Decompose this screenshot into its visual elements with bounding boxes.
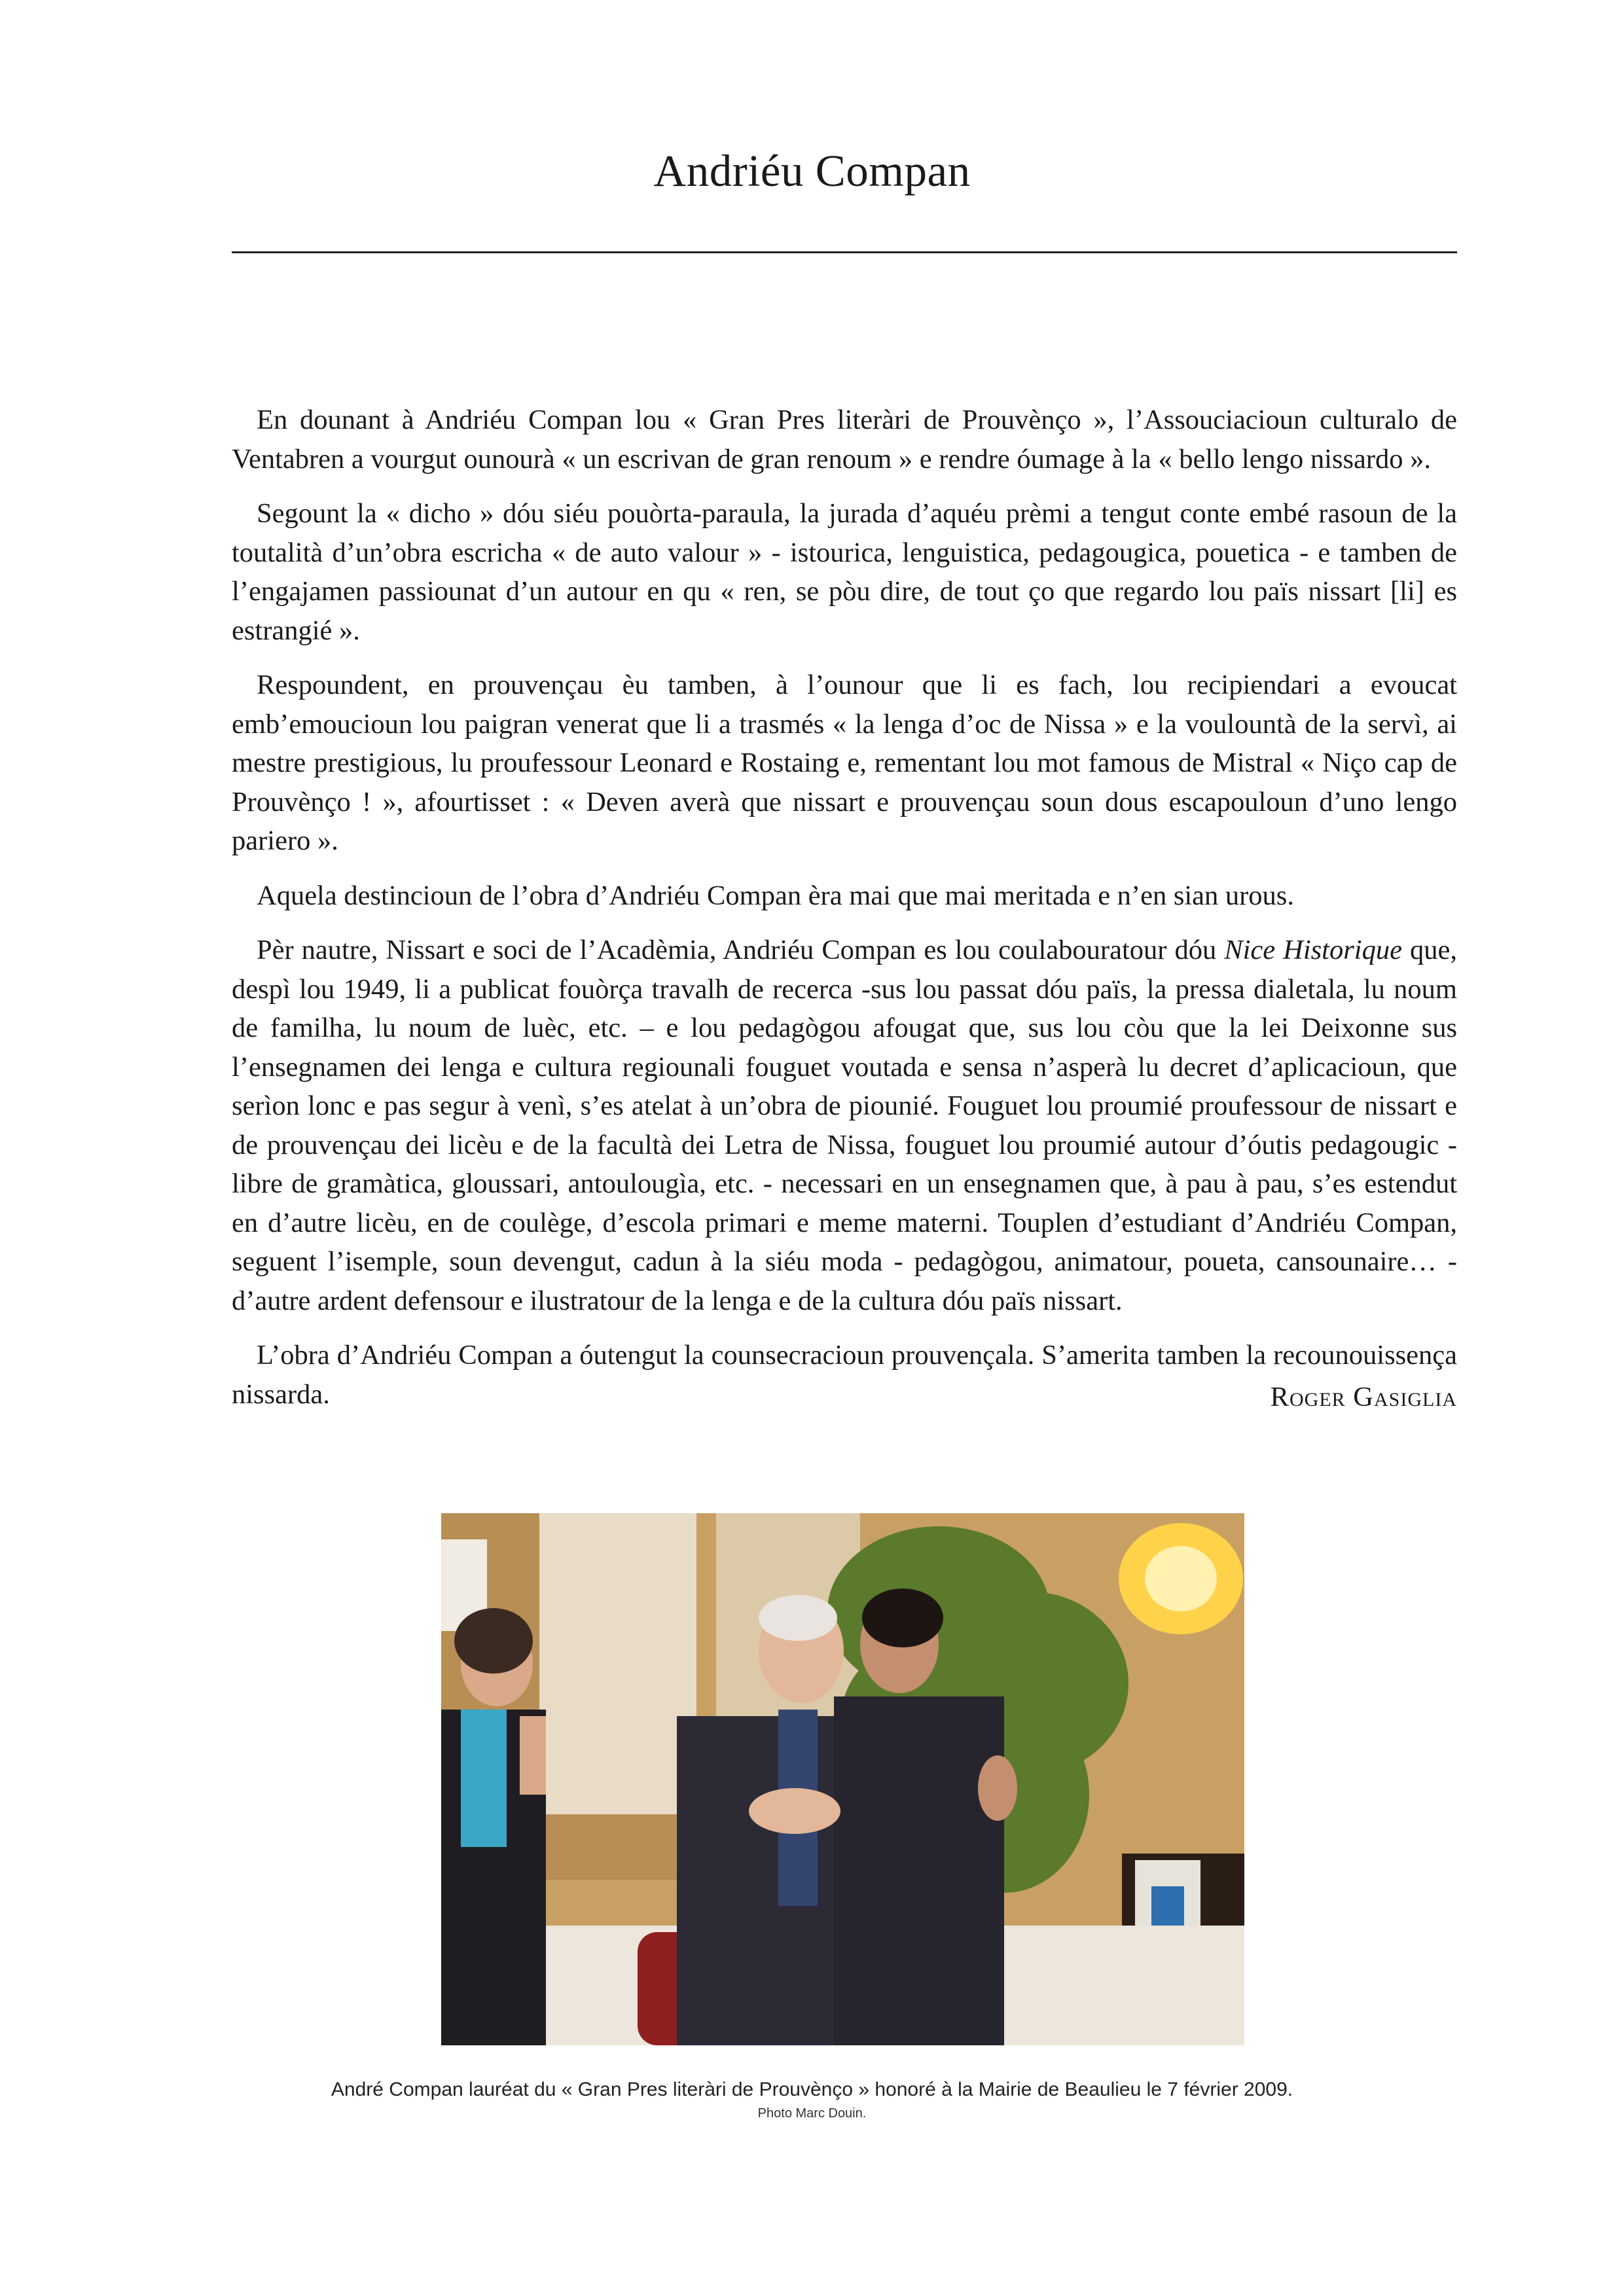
paragraph-5-rest: que, despì lou 1949, li a publicat fouòrça travalh de recerca -sus lou passat dóu païs, la pressa dialetala, lu noum de familha, lu noum de luèc, etc. – e lou pedagògou afougat que, sus lou còu que la lei Deixonne sus l’ensegnamen dei lenga e cultura regiounali fouguet voutada e sensa n’asperà lu decret d’aplicacioun, que serìon lonc e pas segur à venì, s’es atelat à un’obra de piounié. Fouguet lou proumié proufessour de nissart e de prouvençau dei licèu e de la facultà dei Letra de Nissa, fouguet lou proumié autour d’óutis pedagougic - libre de gramàtica, gloussari, antoulougìa, etc. - necessari en un ensegnamen que, à pau à pau, s’es estendut en d’autre licèu, en de coulège, d’escola primari e meme materni. Touplen d’estudiant d’Andriéu Compan, seguent l’isemple, soun devengut, cadun à la siéu moda - pedagògou, animatour, poueta, cansounaire… -d’autre ardent defensour e ilustratour de la lenga e de la cultura dóu païs nissart. <box>232 935 1457 1316</box>
journal-title: Nice Historique <box>1224 935 1402 965</box>
paragraph-1: En dounant à Andriéu Compan lou « Gran Pres literàri de Prouvènço », l’Assouciacioun culturalo de Ventabren a vourgut ounourà « un escrivan de gran renoum » e rendre óumage à la « bello lengo nissardo ». <box>232 404 1457 475</box>
paragraph-2: Segount la « dicho » dóu siéu pouòrta-paraula, la jurada d’aquéu prèmi a tengut conte embé rasoun de la toutalità d’un’obra escricha « de auto valour » - istourica, lenguistica, pedagougica, pouetica - e tamben de l’engajamen passiounat d’un autour en qu « ren, se pòu dire, de tout ço que regardo lou païs nissart [li] es estrangié ». <box>232 498 1457 646</box>
author-signature: Roger Gasiglia <box>1270 1382 1457 1412</box>
paragraph-4: Aquela destincioun de l’obra d’Andriéu Compan èra mai que mai meritada e n’en sian urous. <box>257 880 1294 911</box>
page-title: Andriéu Compan <box>653 146 971 196</box>
paragraph-5-lead: Pèr nautre, Nissart e soci de l’Acadèmia, Andriéu Compan es lou coulabouratour dóu <box>257 935 1225 965</box>
title-rule <box>232 251 1457 253</box>
photo-caption: André Compan lauréat du « Gran Pres literàri de Prouvènço » honoré à la Mairie de Beaulieu le 7 février 2009. <box>331 2079 1293 2100</box>
paragraph-6: L’obra d’Andriéu Compan a óutengut la counsecracioun prouvençala. S’amerita tamben la recounouissença nissarda. <box>232 1340 1457 1410</box>
award-photo <box>441 1513 1244 2045</box>
paragraph-3: Respoundent, en prouvençau èu tamben, à l’ounour que li es fach, lou recipiendari a evoucat emb’emoucioun lou paigran venerat que li a trasmés « la lenga d’oc de Nissa » e la voulountà de la servì, ai mestre prestigious, lu proufessour Leonard e Rostaing e, rementant lou mot famous de Mistral « Niço cap de Prouvènço ! », afourtisset : « Deven averà que nissart e prouvençau soun dous escapouloun d’uno lengo pariero ». <box>232 670 1457 856</box>
paragraph-5 <box>232 931 1457 1320</box>
photo-credit: Photo Marc Douin. <box>757 2106 867 2121</box>
article-body <box>232 401 1457 1429</box>
